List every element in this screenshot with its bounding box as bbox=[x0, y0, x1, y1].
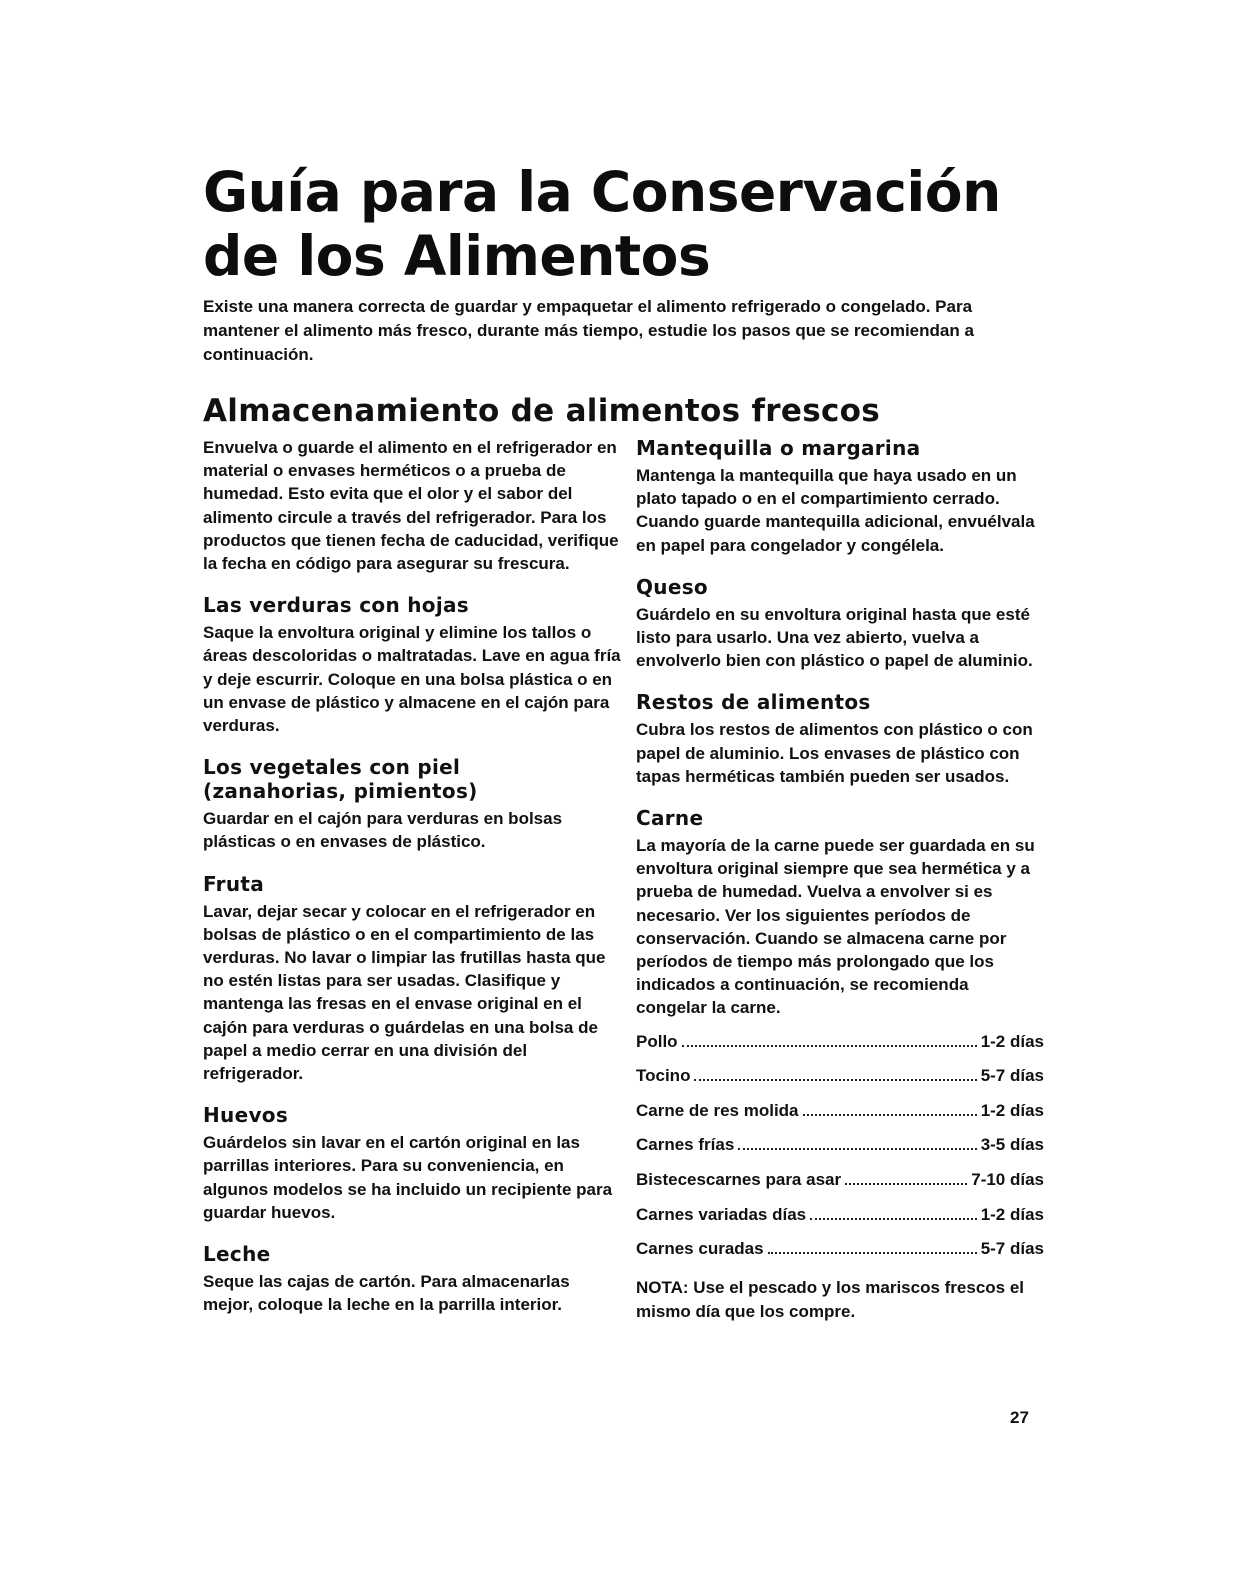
fish-note bbox=[636, 1276, 1044, 1324]
butter-heading: Mantequilla o margarina bbox=[636, 436, 921, 460]
cheese-heading: Queso bbox=[636, 574, 708, 599]
dot-leader bbox=[768, 1252, 977, 1254]
skinned-vegetables-block bbox=[203, 755, 623, 853]
leafy-vegetables-heading: Las verduras con hojas bbox=[203, 593, 469, 618]
storage-row bbox=[636, 1066, 1044, 1101]
cheese-block bbox=[636, 575, 1044, 673]
skinned-vegetables-heading-line-1: Los vegetales con piel bbox=[203, 755, 461, 780]
eggs-text: Guárdelos sin lavar en el cartón original en las parrillas interiores. Para su conveniencia, en algunos modelos se ha incluido un recipiente para guardar huevos. bbox=[203, 1133, 613, 1222]
storage-days: 5-7 días bbox=[980, 1239, 1044, 1259]
page-title bbox=[203, 160, 1001, 288]
skinned-vegetables-heading bbox=[203, 755, 623, 803]
right-column bbox=[636, 436, 1044, 1342]
storage-days: 1-2 días bbox=[980, 1204, 1044, 1224]
note-text: Use el pescado y los mariscos frescos el mismo día que los compre. bbox=[636, 1277, 1025, 1321]
storage-row bbox=[636, 1135, 1044, 1170]
storage-row bbox=[636, 1032, 1044, 1067]
general-block bbox=[203, 436, 623, 575]
butter-text: Mantenga la mantequilla que haya usado en un plato tapado o en el compartimiento cerrado. Cuando guarde mantequilla adicional, envuélvala en papel para congelador y congélela. bbox=[636, 466, 1035, 555]
leafy-vegetables-block bbox=[203, 593, 623, 737]
fruit-block bbox=[203, 872, 623, 1086]
leftovers-text: Cubra los restos de alimentos con plástico o con papel de aluminio. Los envases de plástico con tapas herméticas también pueden ser usados. bbox=[636, 720, 1033, 786]
skinned-vegetables-heading-line-2: (zanahorias, pimientos) bbox=[203, 779, 478, 804]
storage-item: Tocino bbox=[636, 1066, 691, 1086]
dot-leader bbox=[738, 1148, 976, 1150]
dot-leader bbox=[845, 1183, 967, 1185]
leftovers-heading: Restos de alimentos bbox=[636, 690, 871, 715]
dot-leader bbox=[803, 1114, 977, 1116]
cheese-text: Guárdelo en su envoltura original hasta que esté listo para usarlo. Una vez abierto, vuelva a envolverlo bien con plástico o papel de aluminio. bbox=[636, 604, 1033, 671]
storage-days: 1-2 días bbox=[980, 1031, 1044, 1051]
milk-heading: Leche bbox=[203, 1242, 271, 1267]
storage-row bbox=[636, 1205, 1044, 1240]
leafy-vegetables-text: Saque la envoltura original y elimine los tallos o áreas descoloridas o maltratadas. Lave en agua fría y deje escurrir. Coloque en una bolsa plástica o en un envase de plástico y almacene en el cajón para verduras. bbox=[203, 623, 621, 736]
fruit-heading: Fruta bbox=[203, 871, 265, 896]
storage-item: Carne de res molida bbox=[636, 1100, 799, 1120]
milk-block bbox=[203, 1242, 623, 1316]
storage-row bbox=[636, 1239, 1044, 1274]
fruit-text: Lavar, dejar secar y colocar en el refrigerador en bolsas de plástico o en el compartimiento de las verduras. No lavar o limpiar las frutillas hasta que no estén listas para ser usadas. Clasifique y mantenga las fresas en el envase original en el cajón para verduras o guárdelas en una bolsa de papel a medio cerrar en una división del refrigerador. bbox=[203, 901, 606, 1084]
storage-item: Carnes variadas días bbox=[636, 1204, 807, 1224]
intro-paragraph: Existe una manera correcta de guardar y empaquetar el alimento refrigerado o congelado. Para mantener el alimento más fresco, durante más tiempo, estudie los pasos que se recomiendan a continuación. bbox=[203, 297, 974, 364]
dot-leader bbox=[810, 1218, 977, 1220]
dot-leader bbox=[682, 1045, 977, 1047]
eggs-block bbox=[203, 1103, 623, 1224]
meat-storage-list bbox=[636, 1032, 1044, 1274]
storage-days: 7-10 días bbox=[971, 1170, 1044, 1190]
dot-leader bbox=[694, 1079, 976, 1081]
skinned-vegetables-text: Guardar en el cajón para verduras en bolsas plásticas o en envases de plástico. bbox=[203, 809, 563, 852]
storage-days: 3-5 días bbox=[980, 1135, 1044, 1155]
page-title-line-1: Guía para la Conservación bbox=[203, 160, 1001, 224]
meat-text: La mayoría de la carne puede ser guardada en su envoltura original siempre que sea hermética y a prueba de humedad. Vuelva a envolver si es necesario. Ver los siguientes períodos de conservación. Cuando se almacena carne por períodos de tiempo más prolongado que los indicados a continuación, se recomienda congelar la carne. bbox=[636, 836, 1035, 1018]
note-label: NOTA: bbox=[636, 1277, 689, 1297]
storage-row bbox=[636, 1101, 1044, 1136]
section-title: Almacenamiento de alimentos frescos bbox=[203, 393, 880, 429]
meat-heading: Carne bbox=[636, 806, 704, 831]
eggs-heading: Huevos bbox=[203, 1103, 289, 1128]
storage-row bbox=[636, 1170, 1044, 1205]
meat-block bbox=[636, 806, 1044, 1324]
storage-days: 5-7 días bbox=[980, 1066, 1044, 1086]
general-paragraph: Envuelva o guarde el alimento en el refrigerador en material o envases herméticos o a prueba de humedad. Esto evita que el olor y el sabor del alimento circule a través del refrigerador. Para los productos que tienen fecha de caducidad, verifique la fecha en código para asegurar su frescura. bbox=[203, 438, 619, 574]
left-column bbox=[203, 436, 623, 1334]
leftovers-block bbox=[636, 690, 1044, 788]
storage-item: Bistecescarnes para asar bbox=[636, 1170, 842, 1190]
storage-item: Carnes frías bbox=[636, 1135, 735, 1155]
storage-item: Carnes curadas bbox=[636, 1239, 764, 1259]
page-number: 27 bbox=[1010, 1408, 1029, 1427]
milk-text: Seque las cajas de cartón. Para almacenarlas mejor, coloque la leche en la parrilla interior. bbox=[203, 1272, 570, 1315]
page-title-line-2: de los Alimentos bbox=[203, 224, 711, 288]
butter-block bbox=[636, 436, 1044, 557]
storage-item: Pollo bbox=[636, 1031, 678, 1051]
storage-days: 1-2 días bbox=[980, 1100, 1044, 1120]
